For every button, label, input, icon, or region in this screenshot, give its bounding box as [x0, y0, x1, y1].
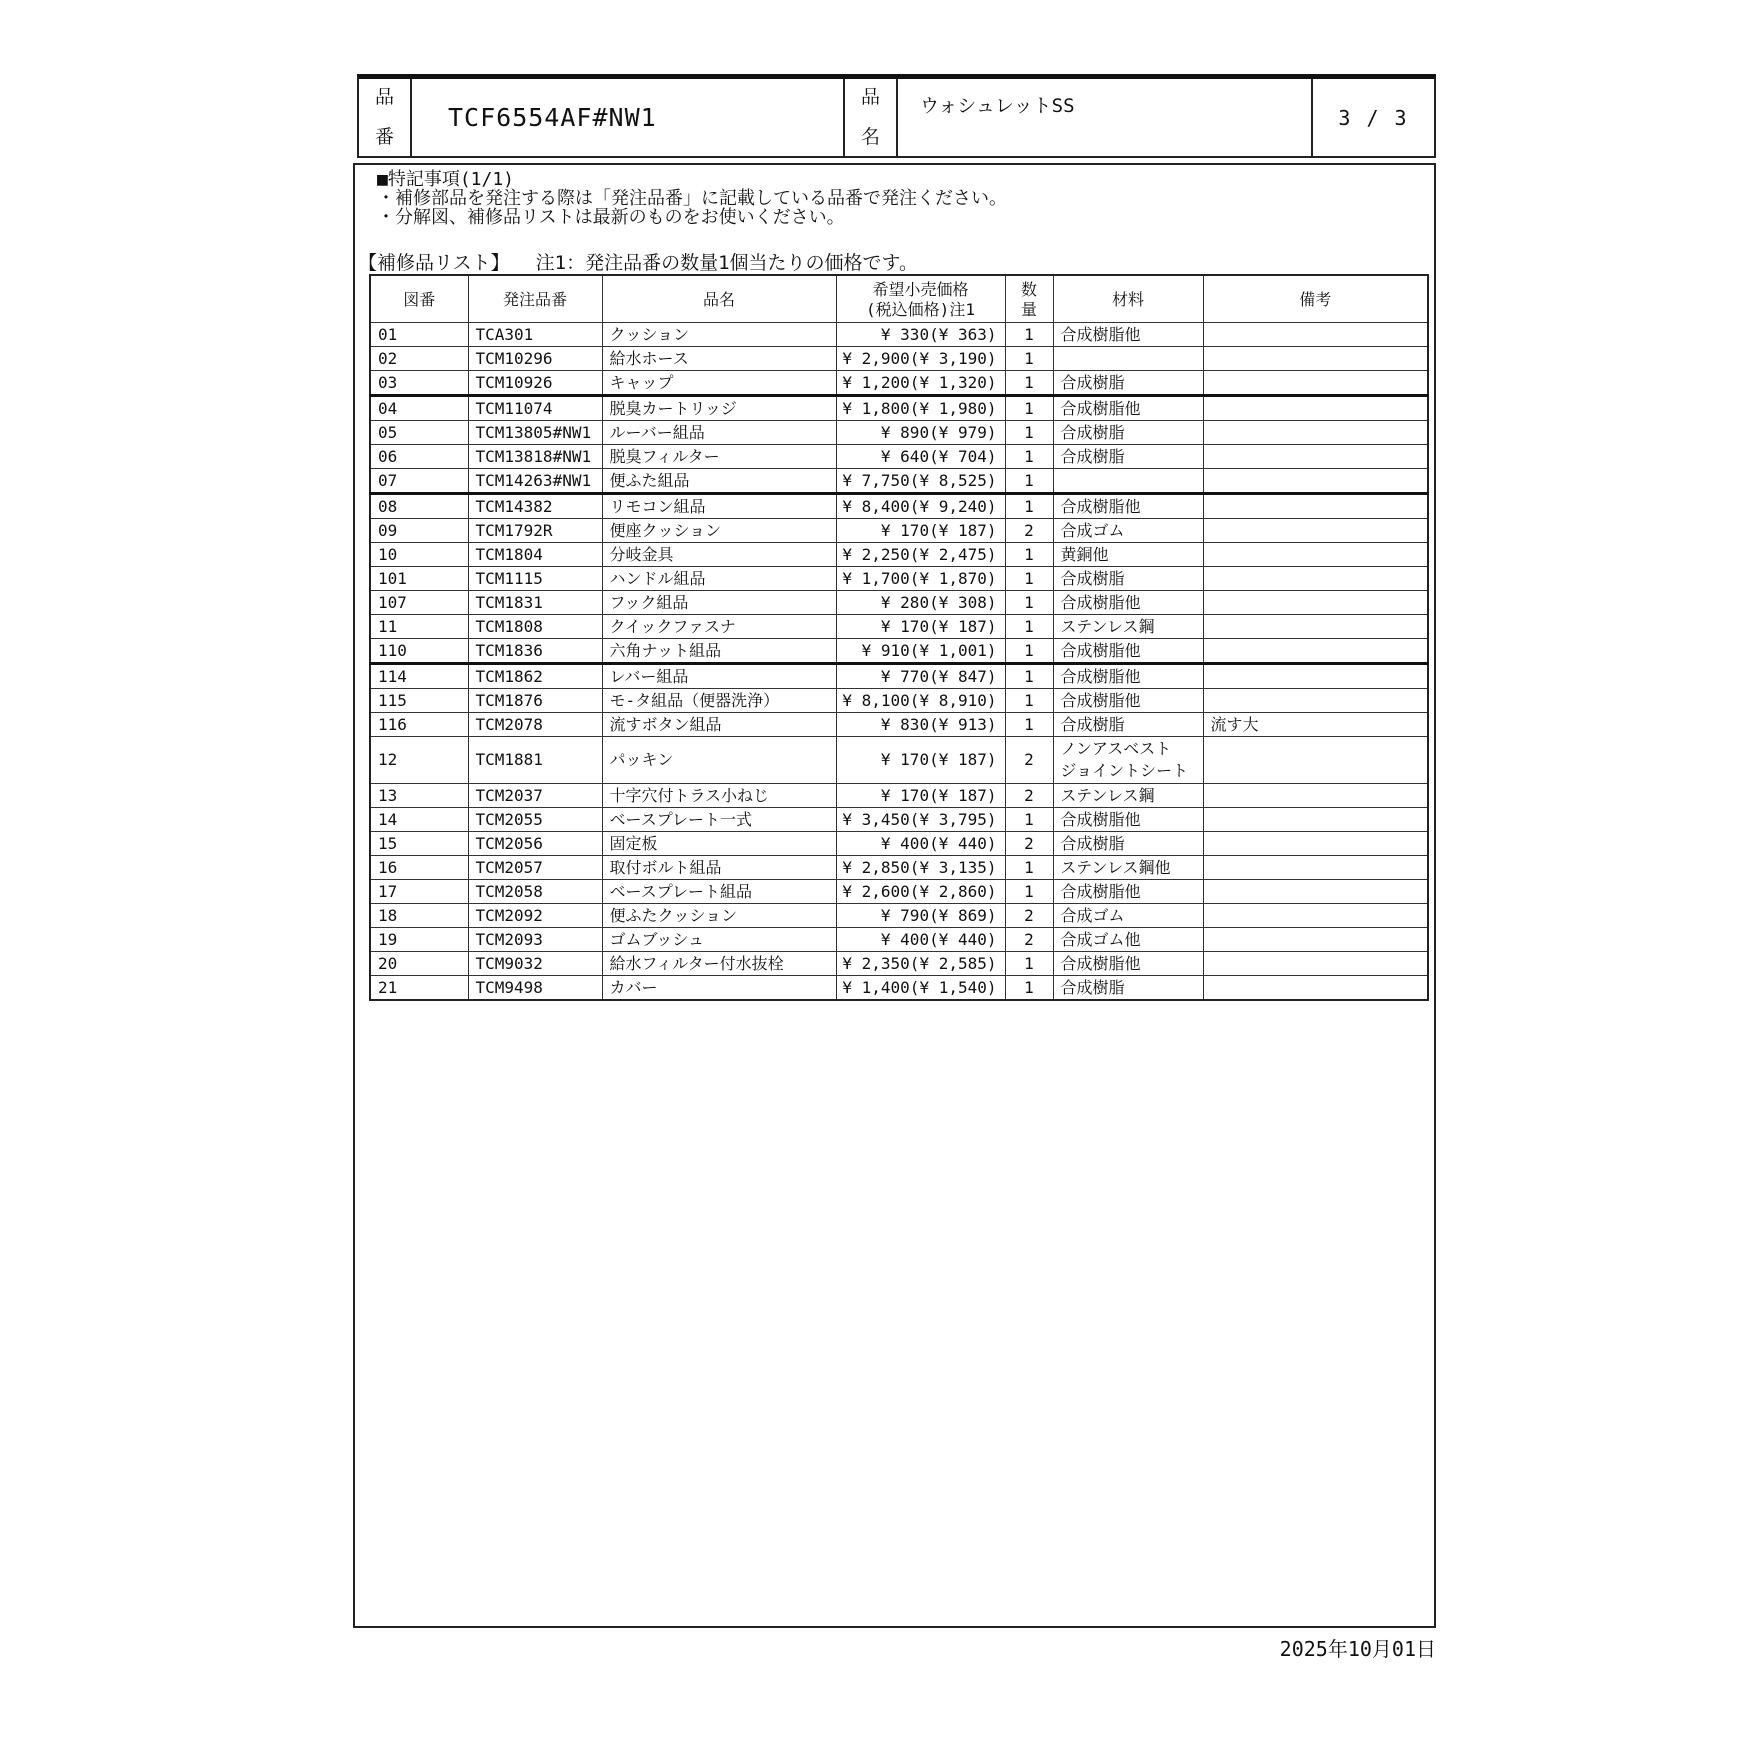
cell-material: 合成樹脂 — [1053, 420, 1203, 444]
cell-order-no: TCM2058 — [468, 879, 602, 903]
table-row — [370, 638, 1428, 663]
cell-order-no: TCM2055 — [468, 807, 602, 831]
table-row — [370, 975, 1428, 1000]
col-header-material: 材料 — [1053, 275, 1203, 322]
cell-part-name: 固定板 — [602, 831, 836, 855]
cell-order-no: TCM13805#NW1 — [468, 420, 602, 444]
cell-fig-no: 16 — [370, 855, 468, 879]
part-number-text: TCF6554AF#NW1 — [448, 103, 657, 132]
cell-price: ¥ 400(¥ 440) — [836, 831, 1005, 855]
cell-qty: 1 — [1005, 975, 1053, 1000]
cell-remark — [1203, 395, 1428, 420]
cell-order-no: TCM1881 — [468, 736, 602, 783]
table-row — [370, 566, 1428, 590]
cell-part-name: 十字穴付トラス小ねじ — [602, 783, 836, 807]
cell-remark — [1203, 444, 1428, 468]
cell-part-name: 給水フィルター付水抜栓 — [602, 951, 836, 975]
cell-order-no: TCM1876 — [468, 688, 602, 712]
cell-material: 合成樹脂他 — [1053, 493, 1203, 518]
cell-order-no: TCA301 — [468, 322, 602, 346]
cell-remark — [1203, 566, 1428, 590]
product-name-label-top: 品 — [860, 86, 880, 108]
col-header-part-name: 品名 — [602, 275, 836, 322]
table-row — [370, 903, 1428, 927]
table-row — [370, 831, 1428, 855]
cell-fig-no: 13 — [370, 783, 468, 807]
repair-list-note: 注1：発注品番の数量1個当たりの価格です。 — [535, 252, 918, 274]
cell-material: 合成ゴム — [1053, 903, 1203, 927]
table-row — [370, 395, 1428, 420]
cell-price: ¥ 400(¥ 440) — [836, 927, 1005, 951]
cell-remark — [1203, 951, 1428, 975]
cell-fig-no: 07 — [370, 468, 468, 493]
cell-material: 合成ゴム他 — [1053, 927, 1203, 951]
cell-part-name: ハンドル組品 — [602, 566, 836, 590]
table-row — [370, 370, 1428, 395]
cell-order-no: TCM14382 — [468, 493, 602, 518]
cell-remark — [1203, 614, 1428, 638]
cell-fig-no: 12 — [370, 736, 468, 783]
cell-price: ¥ 3,450(¥ 3,795) — [836, 807, 1005, 831]
cell-remark — [1203, 927, 1428, 951]
cell-order-no: TCM13818#NW1 — [468, 444, 602, 468]
cell-qty: 1 — [1005, 951, 1053, 975]
table-row — [370, 712, 1428, 736]
col-header-order-no: 発注品番 — [468, 275, 602, 322]
cell-part-name: 脱臭フィルター — [602, 444, 836, 468]
cell-material: 合成樹脂 — [1053, 831, 1203, 855]
cell-remark — [1203, 831, 1428, 855]
cell-price: ¥ 770(¥ 847) — [836, 663, 1005, 688]
cell-part-name: フック組品 — [602, 590, 836, 614]
cell-qty: 1 — [1005, 542, 1053, 566]
table-row — [370, 322, 1428, 346]
cell-remark — [1203, 638, 1428, 663]
cell-remark — [1203, 346, 1428, 370]
cell-part-name: 流すボタン組品 — [602, 712, 836, 736]
revision-date: 2025年10月01日 — [1279, 1637, 1436, 1661]
col-header-price-line1: 希望小売価格 — [872, 280, 969, 300]
cell-qty: 1 — [1005, 346, 1053, 370]
cell-fig-no: 09 — [370, 518, 468, 542]
cell-fig-no: 19 — [370, 927, 468, 951]
cell-fig-no: 03 — [370, 370, 468, 395]
cell-price: ¥ 170(¥ 187) — [836, 518, 1005, 542]
product-name-value — [898, 79, 1313, 156]
cell-qty: 1 — [1005, 590, 1053, 614]
cell-order-no: TCM2057 — [468, 855, 602, 879]
cell-part-name: クイックファスナ — [602, 614, 836, 638]
repair-list-title: 【補修品リスト】 — [358, 252, 510, 274]
special-notes — [377, 170, 1007, 227]
cell-remark — [1203, 370, 1428, 395]
cell-price: ¥ 8,400(¥ 9,240) — [836, 493, 1005, 518]
cell-remark — [1203, 783, 1428, 807]
product-name-text: ウォシュレットSS — [920, 95, 1075, 117]
cell-qty: 2 — [1005, 903, 1053, 927]
cell-fig-no: 114 — [370, 663, 468, 688]
cell-part-name: レバー組品 — [602, 663, 836, 688]
table-row — [370, 468, 1428, 493]
cell-price: ¥ 1,200(¥ 1,320) — [836, 370, 1005, 395]
table-row — [370, 807, 1428, 831]
table-row — [370, 444, 1428, 468]
cell-fig-no: 107 — [370, 590, 468, 614]
cell-qty: 1 — [1005, 444, 1053, 468]
cell-order-no: TCM10926 — [468, 370, 602, 395]
cell-price: ¥ 7,750(¥ 8,525) — [836, 468, 1005, 493]
cell-part-name: パッキン — [602, 736, 836, 783]
cell-price: ¥ 790(¥ 869) — [836, 903, 1005, 927]
cell-material — [1053, 346, 1203, 370]
cell-order-no: TCM1831 — [468, 590, 602, 614]
cell-part-name: 便ふた組品 — [602, 468, 836, 493]
cell-qty: 1 — [1005, 688, 1053, 712]
col-header-remark: 備考 — [1203, 275, 1428, 322]
parts-table-body — [370, 322, 1428, 1000]
cell-material: 合成樹脂 — [1053, 566, 1203, 590]
part-number-value — [412, 79, 845, 156]
cell-remark — [1203, 879, 1428, 903]
product-name-label-bottom: 名 — [860, 126, 880, 148]
cell-fig-no: 14 — [370, 807, 468, 831]
cell-fig-no: 116 — [370, 712, 468, 736]
cell-order-no: TCM10296 — [468, 346, 602, 370]
cell-material: 合成樹脂 — [1053, 712, 1203, 736]
cell-price: ¥ 330(¥ 363) — [836, 322, 1005, 346]
cell-order-no: TCM2056 — [468, 831, 602, 855]
cell-qty: 2 — [1005, 736, 1053, 783]
page-number-text: 3 / 3 — [1338, 105, 1409, 130]
cell-material: 合成樹脂他 — [1053, 951, 1203, 975]
cell-remark — [1203, 518, 1428, 542]
cell-remark — [1203, 493, 1428, 518]
cell-qty: 1 — [1005, 614, 1053, 638]
cell-material: 合成樹脂 — [1053, 975, 1203, 1000]
special-notes-title: ■特記事項(1/1) — [377, 169, 515, 190]
cell-fig-no: 18 — [370, 903, 468, 927]
cell-remark — [1203, 420, 1428, 444]
cell-material: ステンレス鋼 — [1053, 614, 1203, 638]
cell-qty: 1 — [1005, 712, 1053, 736]
table-row — [370, 518, 1428, 542]
cell-material: ノンアスベスト ジョイントシート — [1053, 736, 1203, 783]
table-row — [370, 663, 1428, 688]
cell-part-name: キャップ — [602, 370, 836, 395]
cell-part-name: 給水ホース — [602, 346, 836, 370]
part-number-label-top: 品 — [374, 86, 394, 108]
cell-price: ¥ 1,800(¥ 1,980) — [836, 395, 1005, 420]
cell-qty: 1 — [1005, 663, 1053, 688]
part-number-label — [359, 79, 412, 156]
cell-part-name: カバー — [602, 975, 836, 1000]
cell-material: 合成樹脂他 — [1053, 688, 1203, 712]
product-name-label — [845, 79, 898, 156]
table-row — [370, 783, 1428, 807]
cell-price: ¥ 170(¥ 187) — [836, 614, 1005, 638]
cell-qty: 1 — [1005, 566, 1053, 590]
cell-material: 合成樹脂 — [1053, 370, 1203, 395]
cell-order-no: TCM9498 — [468, 975, 602, 1000]
cell-fig-no: 110 — [370, 638, 468, 663]
cell-remark — [1203, 688, 1428, 712]
cell-qty: 1 — [1005, 395, 1053, 420]
cell-qty: 2 — [1005, 518, 1053, 542]
table-row — [370, 493, 1428, 518]
cell-qty: 1 — [1005, 322, 1053, 346]
table-row — [370, 736, 1428, 783]
cell-remark — [1203, 663, 1428, 688]
product-header-table — [357, 74, 1436, 158]
cell-qty: 1 — [1005, 370, 1053, 395]
cell-part-name: 六角ナット組品 — [602, 638, 836, 663]
cell-remark — [1203, 807, 1428, 831]
cell-fig-no: 20 — [370, 951, 468, 975]
cell-order-no: TCM2078 — [468, 712, 602, 736]
special-notes-line1: ・補修部品を発注する際は「発注品番」に記載している品番で発注ください。 — [377, 188, 1007, 209]
cell-remark — [1203, 855, 1428, 879]
cell-price: ¥ 170(¥ 187) — [836, 736, 1005, 783]
cell-order-no: TCM2093 — [468, 927, 602, 951]
cell-order-no: TCM1804 — [468, 542, 602, 566]
cell-material: 合成樹脂他 — [1053, 322, 1203, 346]
cell-fig-no: 115 — [370, 688, 468, 712]
cell-fig-no: 10 — [370, 542, 468, 566]
table-row — [370, 951, 1428, 975]
cell-remark — [1203, 903, 1428, 927]
cell-price: ¥ 640(¥ 704) — [836, 444, 1005, 468]
table-row — [370, 420, 1428, 444]
cell-fig-no: 06 — [370, 444, 468, 468]
cell-part-name: ベースプレート一式 — [602, 807, 836, 831]
cell-part-name: 脱臭カートリッジ — [602, 395, 836, 420]
col-header-price — [836, 275, 1005, 322]
cell-remark: 流す大 — [1203, 712, 1428, 736]
cell-material: 合成樹脂他 — [1053, 807, 1203, 831]
col-header-qty-bottom: 量 — [1020, 300, 1037, 320]
cell-remark — [1203, 468, 1428, 493]
cell-fig-no: 05 — [370, 420, 468, 444]
cell-price: ¥ 2,600(¥ 2,860) — [836, 879, 1005, 903]
cell-order-no: TCM2037 — [468, 783, 602, 807]
cell-part-name: クッション — [602, 322, 836, 346]
cell-part-name: モ-タ組品（便器洗浄） — [602, 688, 836, 712]
cell-price: ¥ 170(¥ 187) — [836, 783, 1005, 807]
cell-price: ¥ 2,900(¥ 3,190) — [836, 346, 1005, 370]
col-header-fig-no: 図番 — [370, 275, 468, 322]
cell-qty: 2 — [1005, 783, 1053, 807]
cell-price: ¥ 910(¥ 1,001) — [836, 638, 1005, 663]
cell-fig-no: 15 — [370, 831, 468, 855]
table-row — [370, 542, 1428, 566]
parts-table-container — [369, 274, 1429, 1001]
cell-price: ¥ 1,700(¥ 1,870) — [836, 566, 1005, 590]
col-header-price-line2: (税込価格)注1 — [866, 300, 975, 320]
cell-fig-no: 11 — [370, 614, 468, 638]
cell-order-no: TCM1862 — [468, 663, 602, 688]
table-row — [370, 855, 1428, 879]
cell-material: 合成樹脂他 — [1053, 879, 1203, 903]
cell-qty: 2 — [1005, 831, 1053, 855]
cell-material: 黄銅他 — [1053, 542, 1203, 566]
cell-material: 合成樹脂他 — [1053, 395, 1203, 420]
cell-order-no: TCM1792R — [468, 518, 602, 542]
table-row — [370, 590, 1428, 614]
cell-remark — [1203, 975, 1428, 1000]
content-box — [353, 163, 1436, 1628]
cell-remark — [1203, 590, 1428, 614]
cell-qty: 1 — [1005, 879, 1053, 903]
cell-part-name: ゴムブッシュ — [602, 927, 836, 951]
cell-order-no: TCM1115 — [468, 566, 602, 590]
cell-material: 合成樹脂他 — [1053, 663, 1203, 688]
cell-qty: 2 — [1005, 927, 1053, 951]
cell-part-name: 便ふたクッション — [602, 903, 836, 927]
cell-price: ¥ 2,350(¥ 2,585) — [836, 951, 1005, 975]
cell-order-no: TCM2092 — [468, 903, 602, 927]
cell-material: 合成樹脂 — [1053, 444, 1203, 468]
cell-price: ¥ 280(¥ 308) — [836, 590, 1005, 614]
cell-qty: 1 — [1005, 855, 1053, 879]
cell-price: ¥ 890(¥ 979) — [836, 420, 1005, 444]
cell-fig-no: 02 — [370, 346, 468, 370]
cell-qty: 1 — [1005, 420, 1053, 444]
table-row — [370, 879, 1428, 903]
cell-qty: 1 — [1005, 493, 1053, 518]
cell-material: ステンレス鋼他 — [1053, 855, 1203, 879]
cell-remark — [1203, 736, 1428, 783]
cell-part-name: リモコン組品 — [602, 493, 836, 518]
cell-fig-no: 08 — [370, 493, 468, 518]
cell-order-no: TCM11074 — [468, 395, 602, 420]
cell-part-name: 便座クッション — [602, 518, 836, 542]
parts-table-header-row — [370, 275, 1428, 322]
cell-price: ¥ 2,850(¥ 3,135) — [836, 855, 1005, 879]
repair-list-heading — [358, 248, 918, 275]
page-indicator — [1313, 79, 1434, 156]
cell-order-no: TCM1836 — [468, 638, 602, 663]
cell-material: 合成ゴム — [1053, 518, 1203, 542]
cell-price: ¥ 8,100(¥ 8,910) — [836, 688, 1005, 712]
cell-material: 合成樹脂他 — [1053, 590, 1203, 614]
cell-qty: 1 — [1005, 468, 1053, 493]
table-row — [370, 614, 1428, 638]
cell-remark — [1203, 542, 1428, 566]
cell-fig-no: 04 — [370, 395, 468, 420]
cell-qty: 1 — [1005, 807, 1053, 831]
cell-order-no: TCM9032 — [468, 951, 602, 975]
table-row — [370, 688, 1428, 712]
special-notes-line2: ・分解図、補修品リストは最新のものをお使いください。 — [377, 207, 845, 228]
cell-part-name: 分岐金具 — [602, 542, 836, 566]
part-number-label-bottom: 番 — [374, 126, 394, 148]
cell-price: ¥ 830(¥ 913) — [836, 712, 1005, 736]
cell-material: ステンレス鋼 — [1053, 783, 1203, 807]
table-row — [370, 927, 1428, 951]
cell-fig-no: 21 — [370, 975, 468, 1000]
cell-order-no: TCM1808 — [468, 614, 602, 638]
cell-part-name: 取付ボルト組品 — [602, 855, 836, 879]
cell-order-no: TCM14263#NW1 — [468, 468, 602, 493]
cell-fig-no: 17 — [370, 879, 468, 903]
cell-qty: 1 — [1005, 638, 1053, 663]
cell-fig-no: 01 — [370, 322, 468, 346]
parts-table — [369, 274, 1429, 1001]
col-header-qty — [1005, 275, 1053, 322]
col-header-qty-top: 数 — [1020, 280, 1037, 300]
cell-remark — [1203, 322, 1428, 346]
cell-part-name: ベースプレート組品 — [602, 879, 836, 903]
cell-price: ¥ 2,250(¥ 2,475) — [836, 542, 1005, 566]
cell-part-name: ルーバー組品 — [602, 420, 836, 444]
cell-fig-no: 101 — [370, 566, 468, 590]
cell-material: 合成樹脂他 — [1053, 638, 1203, 663]
table-row — [370, 346, 1428, 370]
cell-material — [1053, 468, 1203, 493]
cell-price: ¥ 1,400(¥ 1,540) — [836, 975, 1005, 1000]
